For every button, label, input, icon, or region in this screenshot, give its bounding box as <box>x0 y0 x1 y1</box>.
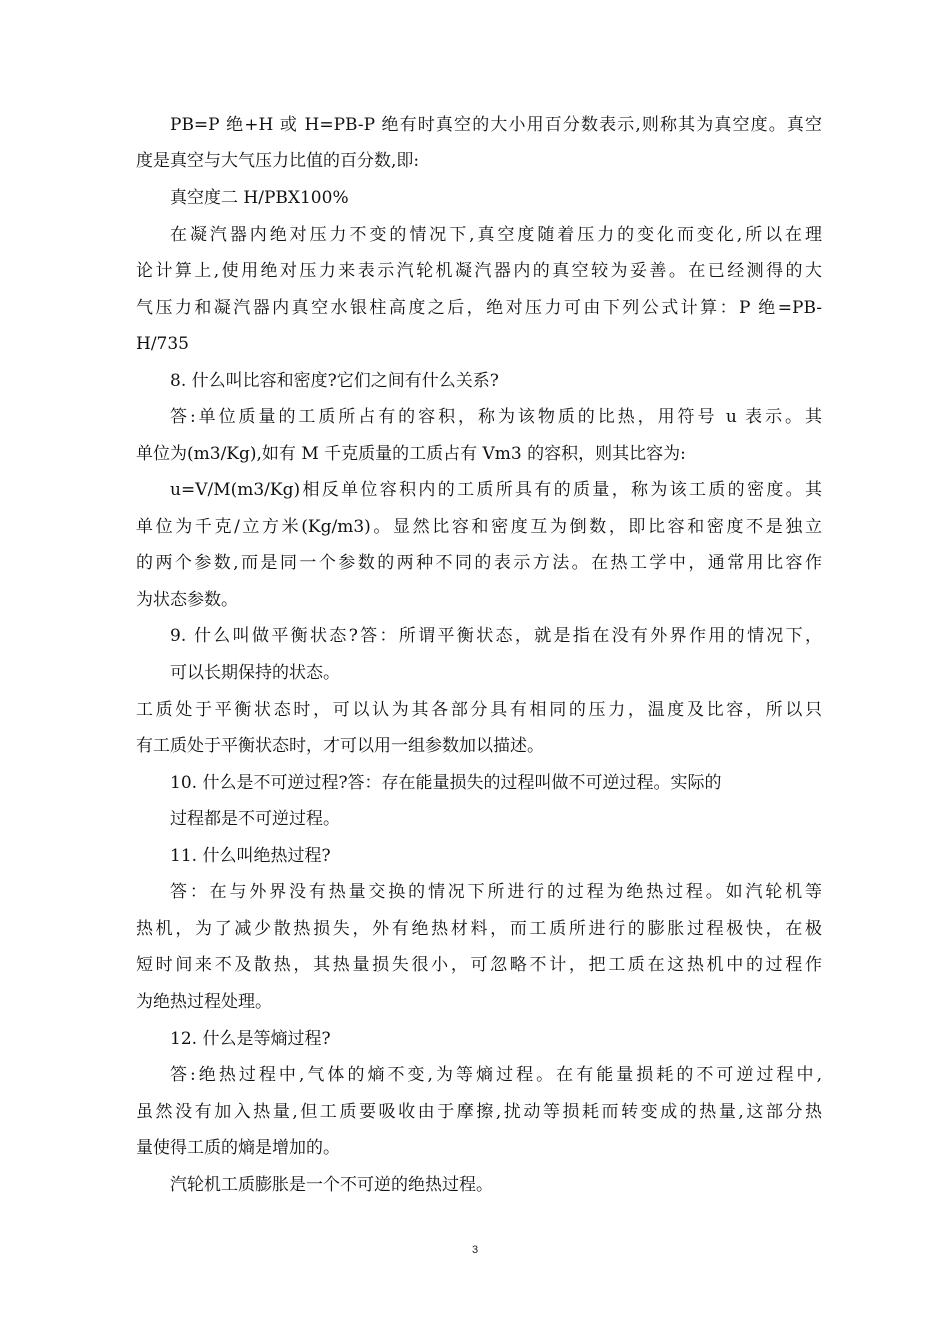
page-number: 3 <box>471 1244 479 1256</box>
text-line: H/735 <box>136 334 190 354</box>
text-line: 热机，为了减少散热损失，外有绝热材料，而工质所进行的膨胀过程极快，在极 <box>136 919 822 939</box>
text-line: 短时间来不及散热，其热量损失很小，可忽略不计，把工质在这热机中的过程作 <box>136 955 822 975</box>
question-heading: 12. 什么是等熵过程? <box>170 1029 331 1049</box>
text-line: 虽然没有加入热量,但工质要吸收由于摩擦,扰动等损耗而转变成的热量,这部分热 <box>136 1102 822 1122</box>
question-heading: 11. 什么叫绝热过程? <box>170 846 331 866</box>
text-line: 工质处于平衡状态时，可以认为其各部分具有相同的压力，温度及比容，所以只 <box>136 700 822 720</box>
text-line: 量使得工质的熵是增加的。 <box>136 1138 340 1158</box>
text-line: 在凝汽器内绝对压力不变的情况下,真空度随着压力的变化而变化,所以在理 <box>170 225 822 245</box>
text-line: 可以长期保持的状态。 <box>170 663 340 683</box>
text-line: 答:单位质量的工质所占有的容积，称为该物质的比热，用符号 u 表示。其 <box>170 407 822 427</box>
question-heading: 10. 什么是不可逆过程?答：存在能量损失的过程叫做不可逆过程。实际的 <box>170 773 722 793</box>
text-line: 为绝热过程处理。 <box>136 992 272 1012</box>
text-line: 的两个参数,而是同一个参数的两种不同的表示方法。在热工学中，通常用比容作 <box>136 553 822 573</box>
text-line: 真空度二 H/PBX100% <box>170 188 349 208</box>
text-line: 答:绝热过程中,气体的熵不变,为等熵过程。在有能量损耗的不可逆过程中, <box>170 1065 822 1085</box>
text-line: 过程都是不可逆过程。 <box>170 809 340 829</box>
text-line: 单位为千克/立方米(Kg/m3)。显然比容和密度互为倒数，即比容和密度不是独立 <box>136 517 822 537</box>
question-heading: 9. 什么叫做平衡状态?答：所谓平衡状态，就是指在没有外界作用的情况下， <box>170 626 822 646</box>
text-line: 为状态参数。 <box>136 590 238 610</box>
text-line: u=V/M(m3/Kg)相反单位容积内的工质所具有的质量，称为该工质的密度。其 <box>170 480 822 500</box>
question-heading: 8. 什么叫比容和密度?它们之间有什么关系? <box>170 371 499 391</box>
text-line: PB=P 绝+H 或 H=PB-P 绝有时真空的大小用百分数表示,则称其为真空度。真空 <box>170 115 822 135</box>
text-line: 度是真空与大气压力比值的百分数,即: <box>136 151 420 171</box>
text-line: 气压力和凝汽器内真空水银柱高度之后，绝对压力可由下列公式计算：P 绝=PB- <box>136 298 822 318</box>
text-line: 有工质处于平衡状态时，才可以用一组参数加以描述。 <box>136 736 544 756</box>
text-line: 单位为(m3/Kg),如有 M 千克质量的工质占有 Vm3 的容积，则其比容为: <box>136 444 686 464</box>
text-line: 论计算上,使用绝对压力来表示汽轮机凝汽器内的真空较为妥善。在已经测得的大 <box>136 261 822 281</box>
text-line: 汽轮机工质膨胀是一个不可逆的绝热过程。 <box>170 1175 493 1195</box>
text-line: 答：在与外界没有热量交换的情况下所进行的过程为绝热过程。如汽轮机等 <box>170 882 822 902</box>
